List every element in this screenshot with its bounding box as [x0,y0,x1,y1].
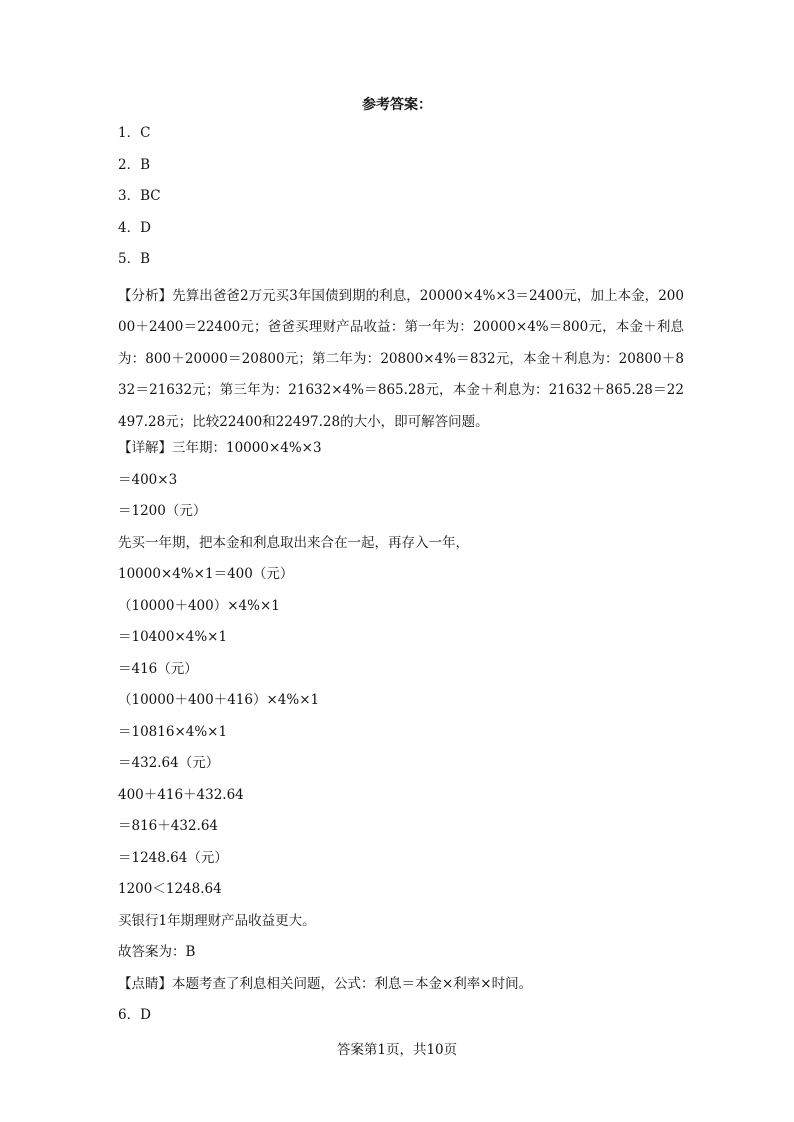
detail-line: ＝400×3 [118,471,178,488]
detail-line: 故答案为：B [118,944,196,960]
detail-line: ＝432.64（元） [118,755,220,771]
detail-line: ＝10400×4%×1 [118,629,228,645]
detail-line: 【详解】三年期：10000×4%×3 [118,440,322,456]
detail-line: ＝1200（元） [118,503,207,519]
detail-line: 6．D [118,1007,151,1023]
answer-1: 1．C [118,125,151,141]
analysis-paragraph: 【分析】先算出爸爸2万元买3年国债到期的利息，20000×4%×3＝2400元，加上本金，20000＋2400＝22400元；爸爸买理财产品收益：第一年为：20000×4%＝800元，本金＋利息为：800＋20000＝20800元；第二年为：20800×4%＝832元，本金＋利息为：20800＋832＝21632元；第三年为：21632×4%＝865.28元，本金＋利息为：21632＋865.28＝22497.28元；比较22400和22497.28的大小，即可解答问题。 [118,287,684,430]
answer-content [118,123,684,1037]
detail-line: ＝1248.64（元） [118,849,228,866]
answer-2: 2．B [118,156,151,173]
answer-3: 3．BC [118,188,161,204]
detail-line: ＝10816×4%×1 [118,723,228,740]
page-title: 参考答案： [362,97,432,113]
detail-line: 1200＜1248.64 [118,881,222,897]
detail-line: ＝816＋432.64 [118,818,219,834]
detail-line: （10000＋400）×4%×1 [118,597,280,614]
detail-line: 先买一年期，把本金和利息取出来合在一起，再存入一年， [118,534,469,551]
answer-5: 5．B [118,251,151,267]
answer-4: 4．D [118,219,151,236]
detail-line: 400＋416＋432.64 [118,786,244,803]
detail-line: （10000＋400＋416）×4%×1 [118,692,320,708]
detail-line: 10000×4%×1＝400（元） [118,566,294,582]
detail-line: 【点睛】本题考查了利息相关问题，公式：利息＝本金×利率×时间。 [118,975,533,992]
page-footer: 答案第1页，共10页 [336,1042,458,1058]
detail-line: ＝416（元） [118,660,198,677]
detail-line: 买银行1年期理财产品收益更大。 [118,912,316,929]
